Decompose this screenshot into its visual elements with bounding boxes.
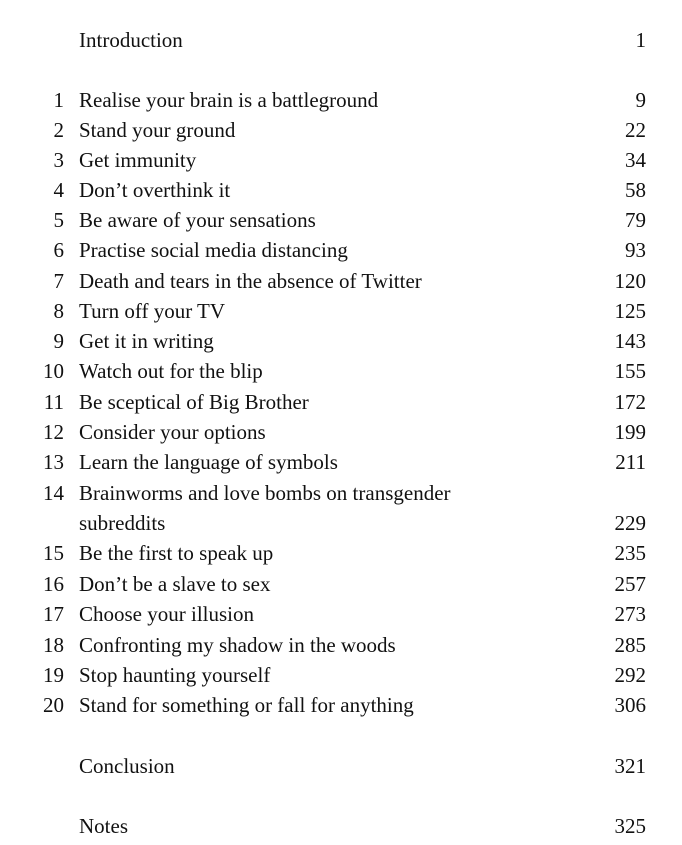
entry-title-line-1: Brainworms and love bombs on transgender <box>79 481 451 505</box>
chapter-number: 9 <box>53 329 64 353</box>
entry-title: Conclusion <box>79 754 175 778</box>
chapter-number: 20 <box>43 693 64 717</box>
toc-entry-chapter <box>0 296 682 326</box>
toc-entry-chapter <box>0 690 682 720</box>
entry-title: Practise social media distancing <box>79 238 348 262</box>
entry-page-number: 235 <box>614 541 646 565</box>
toc-entry-chapter <box>0 417 682 447</box>
entry-title: Stand for something or fall for anything <box>79 693 414 717</box>
entry-title: Don’t overthink it <box>79 178 231 202</box>
toc-entry-chapter <box>0 387 682 417</box>
entry-title: Get it in writing <box>79 329 214 353</box>
toc-entry-chapter <box>0 478 682 538</box>
toc-entry-chapter <box>0 447 682 477</box>
entry-page-number: 125 <box>614 299 646 323</box>
toc-entry-chapter <box>0 599 682 629</box>
entry-page-number: 9 <box>635 88 646 112</box>
entry-page-number: 199 <box>614 420 646 444</box>
entry-title: Realise your brain is a battleground <box>79 88 379 112</box>
entry-page-number: 306 <box>614 693 646 717</box>
toc-entry-chapter <box>0 569 682 599</box>
entry-title: Introduction <box>79 28 183 52</box>
entry-page-number: 285 <box>614 633 646 657</box>
entry-page-number: 292 <box>614 663 646 687</box>
entry-page-number: 120 <box>614 269 646 293</box>
chapter-number: 4 <box>53 178 64 202</box>
entry-title: Stand your ground <box>79 118 236 142</box>
toc-entry-chapter <box>0 326 682 356</box>
toc-entry-chapter <box>0 660 682 690</box>
entry-page-number: 172 <box>614 390 646 414</box>
toc-entry-chapter <box>0 235 682 265</box>
chapter-number: 14 <box>43 481 64 505</box>
entry-page-number: 257 <box>614 572 646 596</box>
entry-title: Be the first to speak up <box>79 541 274 565</box>
entry-title: Learn the language of symbols <box>79 450 338 474</box>
chapter-number: 17 <box>43 602 64 626</box>
entry-title: Death and tears in the absence of Twitter <box>79 269 422 293</box>
entry-title: Stop haunting yourself <box>79 663 271 687</box>
chapter-number: 8 <box>53 299 64 323</box>
chapter-number: 7 <box>53 269 64 293</box>
toc-entry-conclusion <box>0 751 682 781</box>
entry-title: Don’t be a slave to sex <box>79 572 271 596</box>
chapter-number: 13 <box>43 450 64 474</box>
toc-entry-notes <box>0 811 682 841</box>
entry-page-number: 321 <box>614 754 646 778</box>
toc-entry-chapter <box>0 266 682 296</box>
chapter-number: 16 <box>43 572 64 596</box>
entry-page-number: 211 <box>615 450 646 474</box>
entry-page-number: 34 <box>625 148 646 172</box>
chapter-number: 12 <box>43 420 64 444</box>
entry-page-number: 273 <box>614 602 646 626</box>
toc-entry-chapter <box>0 630 682 660</box>
entry-title-line-2: subreddits <box>79 511 166 535</box>
entry-title: Get immunity <box>79 148 197 172</box>
entry-title: Be aware of your sensations <box>79 208 316 232</box>
toc-entry-chapter <box>0 145 682 175</box>
chapter-number: 5 <box>53 208 64 232</box>
entry-title: Notes <box>79 814 128 838</box>
chapter-number: 6 <box>53 238 64 262</box>
entry-page-number: 93 <box>625 238 646 262</box>
entry-page-number: 229 <box>614 511 646 535</box>
chapter-number: 11 <box>43 390 64 414</box>
entry-page-number: 1 <box>635 28 646 52</box>
chapter-number: 18 <box>43 633 64 657</box>
chapter-number: 15 <box>43 541 64 565</box>
toc-entry-chapter <box>0 356 682 386</box>
toc-entry-chapter <box>0 175 682 205</box>
entry-page-number: 155 <box>614 359 646 383</box>
entry-page-number: 22 <box>625 118 646 142</box>
entry-title: Choose your illusion <box>79 602 255 626</box>
entry-title: Be sceptical of Big Brother <box>79 390 309 414</box>
entry-page-number: 79 <box>625 208 646 232</box>
chapter-number: 3 <box>53 148 64 172</box>
entry-page-number: 325 <box>614 814 646 838</box>
chapter-number: 2 <box>53 118 64 142</box>
entry-page-number: 143 <box>614 329 646 353</box>
toc-entry-chapter <box>0 115 682 145</box>
chapter-number: 19 <box>43 663 64 687</box>
chapter-number: 1 <box>53 88 64 112</box>
entry-title: Turn off your TV <box>79 299 226 323</box>
toc-entry-introduction <box>0 25 682 55</box>
chapter-number: 10 <box>43 359 64 383</box>
toc-entry-chapter <box>0 538 682 568</box>
toc-entry-chapter <box>0 85 682 115</box>
entry-page-number: 58 <box>625 178 646 202</box>
entry-title: Watch out for the blip <box>79 359 263 383</box>
toc-entry-chapter <box>0 205 682 235</box>
entry-title: Consider your options <box>79 420 266 444</box>
entry-title: Confronting my shadow in the woods <box>79 633 396 657</box>
